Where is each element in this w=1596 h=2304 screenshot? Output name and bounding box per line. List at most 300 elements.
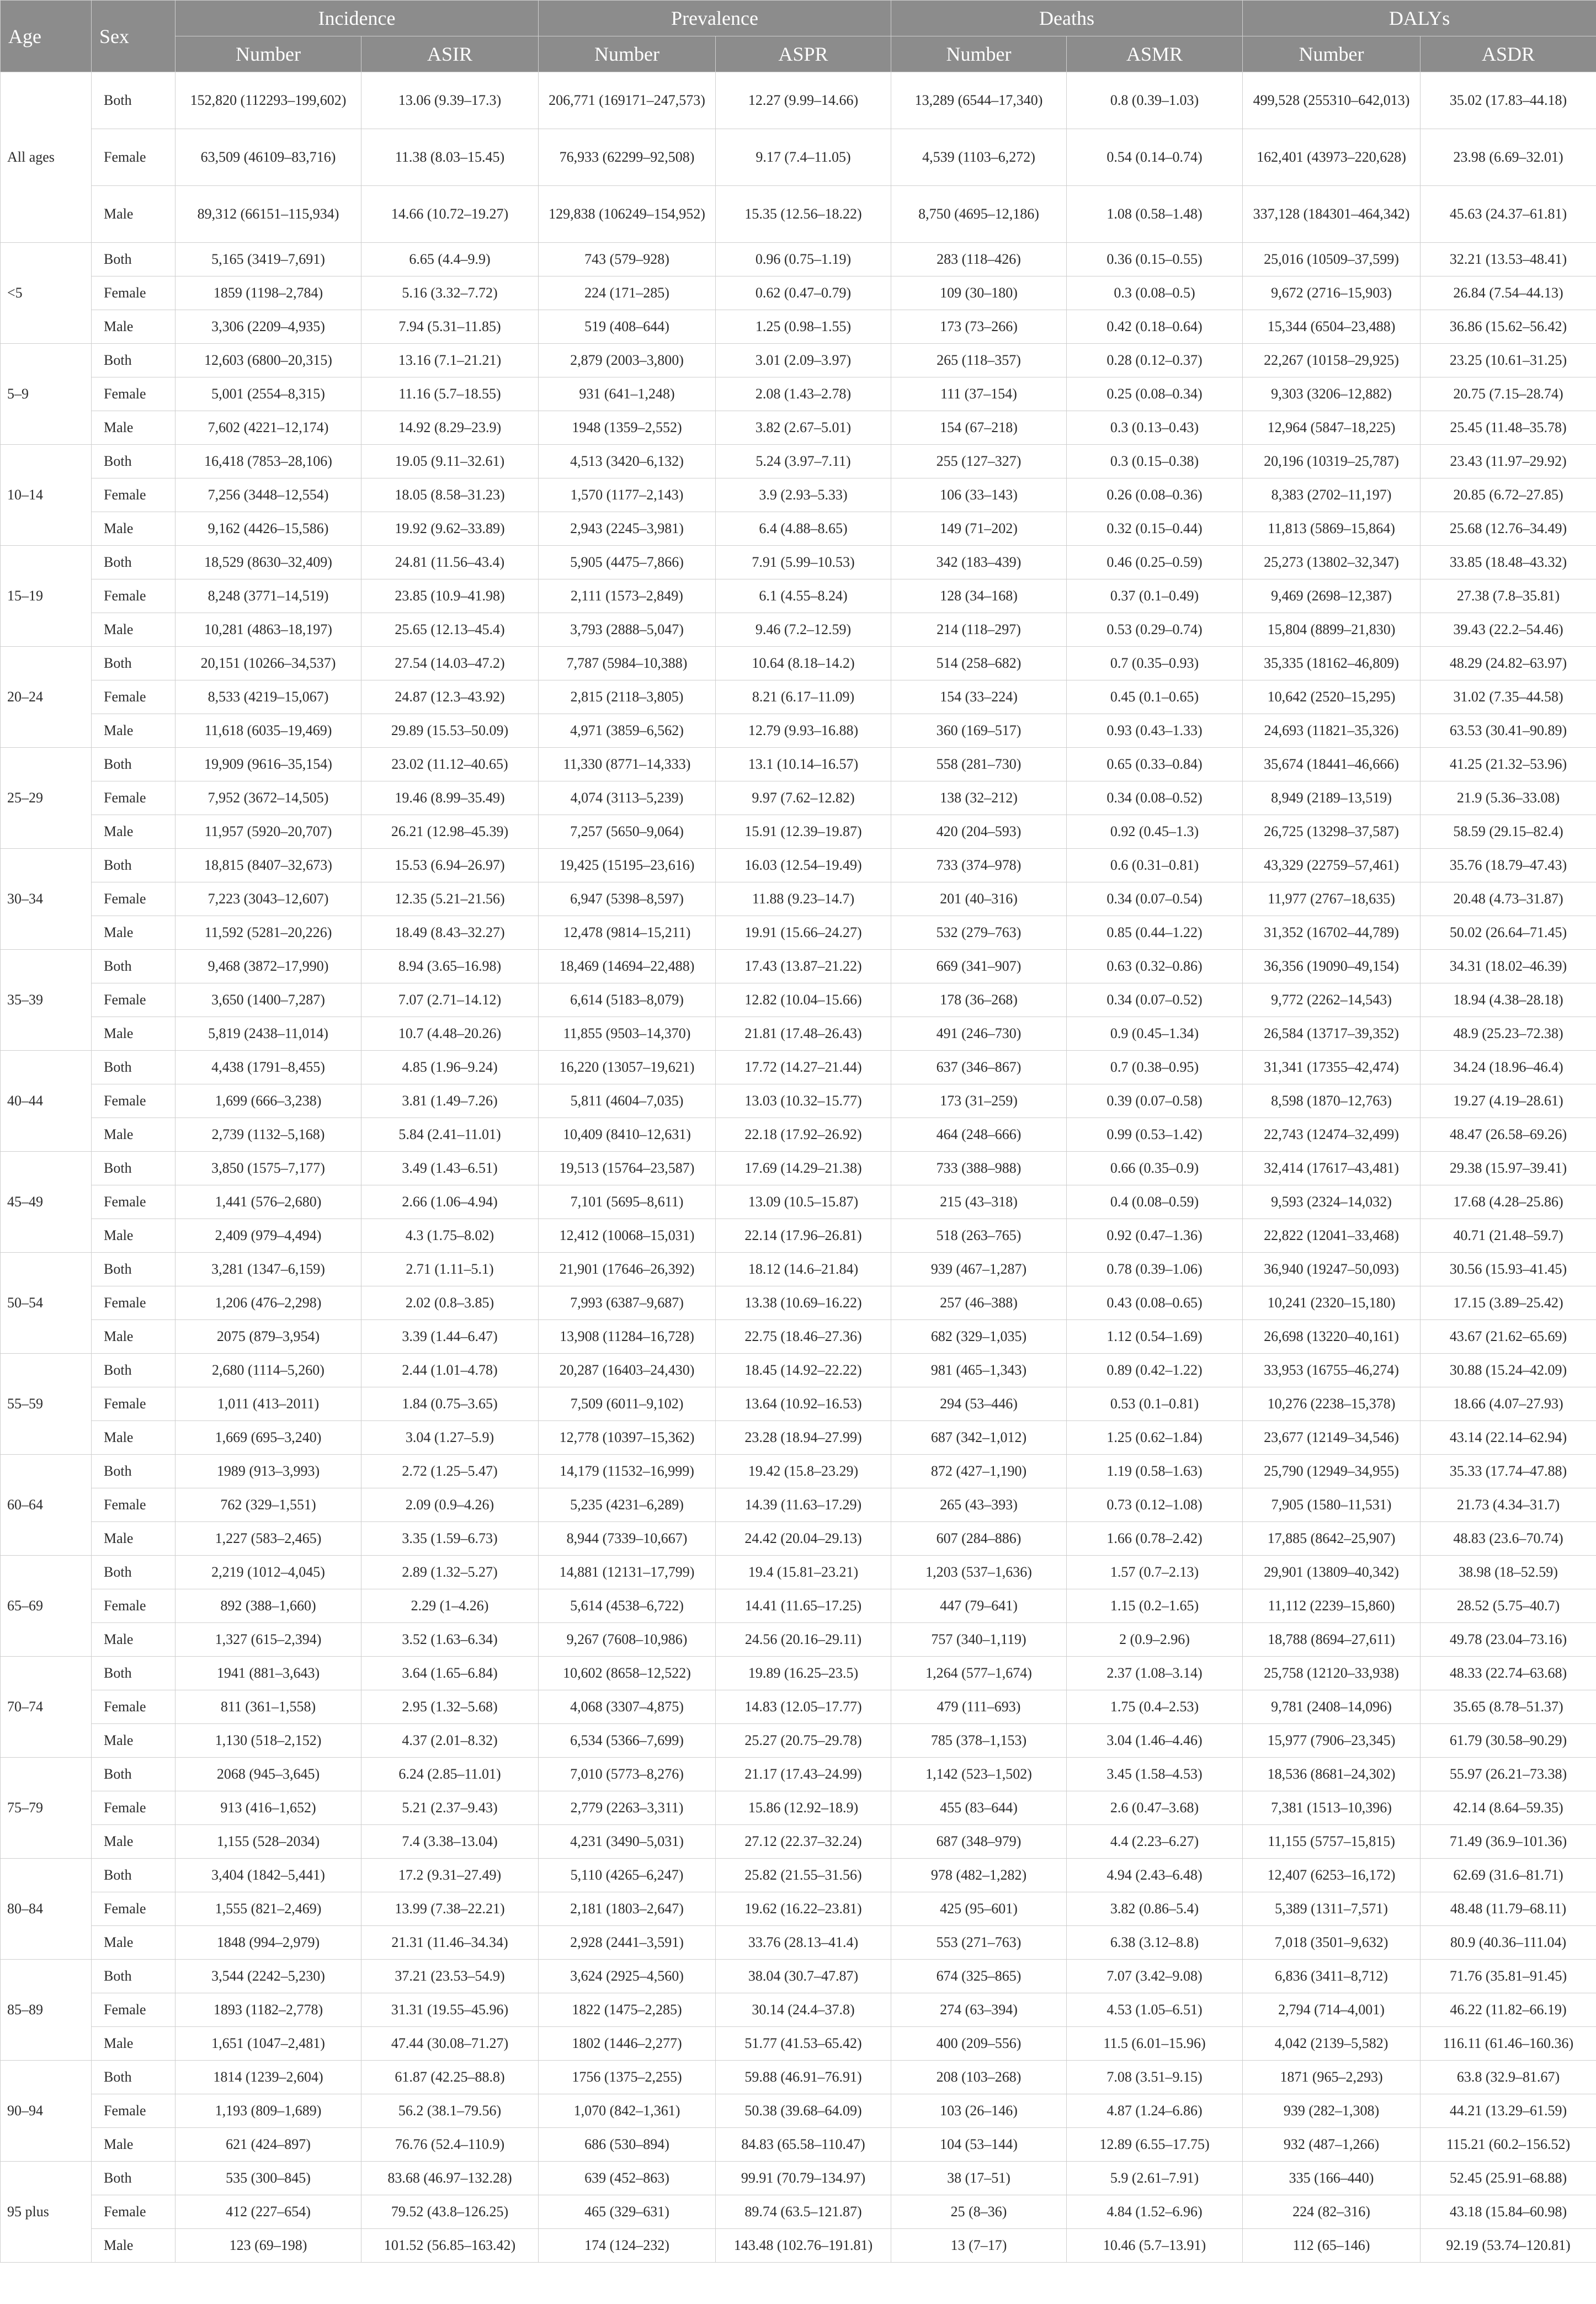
- value-cell: 20.85 (6.72–27.85): [1421, 478, 1596, 512]
- subheader-dalys-number: Number: [1243, 36, 1421, 72]
- value-cell: 1822 (1475–2,285): [539, 1993, 716, 2027]
- value-cell: 0.85 (0.44–1.22): [1067, 916, 1243, 950]
- table-row: [1, 1185, 1596, 1219]
- value-cell: 19.92 (9.62–33.89): [361, 512, 539, 546]
- value-cell: 0.3 (0.13–0.43): [1067, 411, 1243, 445]
- value-cell: 3.82 (2.67–5.01): [716, 411, 891, 445]
- sex-cell: Male: [92, 310, 175, 344]
- value-cell: 669 (341–907): [891, 950, 1067, 983]
- value-cell: 11,855 (9503–14,370): [539, 1017, 716, 1051]
- value-cell: 11.88 (9.23–14.7): [716, 882, 891, 916]
- table-row: [1, 1051, 1596, 1084]
- value-cell: 5,614 (4538–6,722): [539, 1589, 716, 1623]
- table-row: [1, 1320, 1596, 1354]
- table-row: [1, 916, 1596, 950]
- value-cell: 11,813 (5869–15,864): [1243, 512, 1421, 546]
- value-cell: 14.66 (10.72–19.27): [361, 186, 539, 243]
- value-cell: 3.82 (0.86–5.4): [1067, 1892, 1243, 1926]
- value-cell: 11,155 (5757–15,815): [1243, 1825, 1421, 1859]
- sex-cell: Female: [92, 983, 175, 1017]
- table-row: [1, 1556, 1596, 1589]
- value-cell: 733 (374–978): [891, 849, 1067, 882]
- value-cell: 499,528 (255310–642,013): [1243, 72, 1421, 129]
- sex-cell: Both: [92, 1556, 175, 1589]
- age-group-cell: 90–94: [1, 2061, 92, 2162]
- value-cell: 24.56 (20.16–29.11): [716, 1623, 891, 1657]
- value-cell: 8,944 (7339–10,667): [539, 1522, 716, 1556]
- value-cell: 25,758 (12120–33,938): [1243, 1657, 1421, 1690]
- value-cell: 10.64 (8.18–14.2): [716, 647, 891, 680]
- value-cell: 84.83 (65.58–110.47): [716, 2128, 891, 2162]
- value-cell: 25,273 (13802–32,347): [1243, 546, 1421, 579]
- sex-cell: Both: [92, 2162, 175, 2195]
- value-cell: 104 (53–144): [891, 2128, 1067, 2162]
- age-group-cell: 60–64: [1, 1455, 92, 1556]
- value-cell: 5.24 (3.97–7.11): [716, 445, 891, 478]
- value-cell: 7.94 (5.31–11.85): [361, 310, 539, 344]
- header-prevalence: Prevalence: [539, 1, 891, 36]
- value-cell: 9.97 (7.62–12.82): [716, 781, 891, 815]
- table-row: [1, 344, 1596, 377]
- value-cell: 34.31 (18.02–46.39): [1421, 950, 1596, 983]
- table-row: [1, 1387, 1596, 1421]
- sex-cell: Female: [92, 2195, 175, 2229]
- value-cell: 1802 (1446–2,277): [539, 2027, 716, 2061]
- value-cell: 5,110 (4265–6,247): [539, 1859, 716, 1892]
- value-cell: 80.9 (40.36–111.04): [1421, 1926, 1596, 1960]
- value-cell: 0.37 (0.1–0.49): [1067, 579, 1243, 613]
- value-cell: 123 (69–198): [175, 2229, 361, 2263]
- value-cell: 15.86 (12.92–18.9): [716, 1791, 891, 1825]
- value-cell: 50.38 (39.68–64.09): [716, 2094, 891, 2128]
- value-cell: 154 (67–218): [891, 411, 1067, 445]
- value-cell: 6.38 (3.12–8.8): [1067, 1926, 1243, 1960]
- sex-cell: Female: [92, 1791, 175, 1825]
- value-cell: 1,011 (413–2011): [175, 1387, 361, 1421]
- value-cell: 71.49 (36.9–101.36): [1421, 1825, 1596, 1859]
- table-row: [1, 1657, 1596, 1690]
- value-cell: 0.36 (0.15–0.55): [1067, 243, 1243, 276]
- sex-cell: Male: [92, 2128, 175, 2162]
- table-row: [1, 613, 1596, 647]
- value-cell: 8,598 (1870–12,763): [1243, 1084, 1421, 1118]
- header-deaths: Deaths: [891, 1, 1243, 36]
- table-row: [1, 1286, 1596, 1320]
- value-cell: 12,603 (6800–20,315): [175, 344, 361, 377]
- value-cell: 412 (227–654): [175, 2195, 361, 2229]
- value-cell: 2,943 (2245–3,981): [539, 512, 716, 546]
- value-cell: 0.78 (0.39–1.06): [1067, 1253, 1243, 1286]
- value-cell: 1,130 (518–2,152): [175, 1724, 361, 1758]
- value-cell: 532 (279–763): [891, 916, 1067, 950]
- value-cell: 1,155 (528–2034): [175, 1825, 361, 1859]
- value-cell: 265 (43–393): [891, 1488, 1067, 1522]
- value-cell: 2,779 (2263–3,311): [539, 1791, 716, 1825]
- table-row: [1, 781, 1596, 815]
- value-cell: 16.03 (12.54–19.49): [716, 849, 891, 882]
- value-cell: 9.17 (7.4–11.05): [716, 129, 891, 186]
- value-cell: 8,383 (2702–11,197): [1243, 478, 1421, 512]
- value-cell: 18,815 (8407–32,673): [175, 849, 361, 882]
- value-cell: 535 (300–845): [175, 2162, 361, 2195]
- value-cell: 15,804 (8899–21,830): [1243, 613, 1421, 647]
- value-cell: 3.81 (1.49–7.26): [361, 1084, 539, 1118]
- table-row: [1, 377, 1596, 411]
- value-cell: 6.1 (4.55–8.24): [716, 579, 891, 613]
- value-cell: 518 (263–765): [891, 1219, 1067, 1253]
- value-cell: 0.89 (0.42–1.22): [1067, 1354, 1243, 1387]
- value-cell: 0.46 (0.25–0.59): [1067, 546, 1243, 579]
- value-cell: 152,820 (112293–199,602): [175, 72, 361, 129]
- value-cell: 4.37 (2.01–8.32): [361, 1724, 539, 1758]
- value-cell: 15.53 (6.94–26.97): [361, 849, 539, 882]
- value-cell: 51.77 (41.53–65.42): [716, 2027, 891, 2061]
- value-cell: 757 (340–1,119): [891, 1623, 1067, 1657]
- value-cell: 128 (34–168): [891, 579, 1067, 613]
- value-cell: 4.87 (1.24–6.86): [1067, 2094, 1243, 2128]
- value-cell: 215 (43–318): [891, 1185, 1067, 1219]
- value-cell: 56.2 (38.1–79.56): [361, 2094, 539, 2128]
- value-cell: 143.48 (102.76–191.81): [716, 2229, 891, 2263]
- value-cell: 24,693 (11821–35,326): [1243, 714, 1421, 748]
- value-cell: 6.65 (4.4–9.9): [361, 243, 539, 276]
- value-cell: 811 (361–1,558): [175, 1690, 361, 1724]
- sex-cell: Female: [92, 1387, 175, 1421]
- value-cell: 0.73 (0.12–1.08): [1067, 1488, 1243, 1522]
- age-group-cell: 65–69: [1, 1556, 92, 1657]
- value-cell: 19,513 (15764–23,587): [539, 1152, 716, 1185]
- value-cell: 38 (17–51): [891, 2162, 1067, 2195]
- table-row: [1, 1421, 1596, 1455]
- value-cell: 360 (169–517): [891, 714, 1067, 748]
- table-row: [1, 411, 1596, 445]
- value-cell: 2.09 (0.9–4.26): [361, 1488, 539, 1522]
- sex-cell: Male: [92, 1320, 175, 1354]
- header-sex: Sex: [92, 1, 175, 72]
- value-cell: 762 (329–1,551): [175, 1488, 361, 1522]
- value-cell: 400 (209–556): [891, 2027, 1067, 2061]
- value-cell: 2,739 (1132–5,168): [175, 1118, 361, 1152]
- value-cell: 21.73 (4.34–31.7): [1421, 1488, 1596, 1522]
- value-cell: 274 (63–394): [891, 1993, 1067, 2027]
- value-cell: 2,219 (1012–4,045): [175, 1556, 361, 1589]
- header-age: Age: [1, 1, 92, 72]
- sex-cell: Female: [92, 1993, 175, 2027]
- sex-cell: Male: [92, 1522, 175, 1556]
- value-cell: 106 (33–143): [891, 478, 1067, 512]
- table-row: [1, 72, 1596, 129]
- value-cell: 2 (0.9–2.96): [1067, 1623, 1243, 1657]
- sex-cell: Both: [92, 950, 175, 983]
- value-cell: 224 (171–285): [539, 276, 716, 310]
- value-cell: 48.83 (23.6–70.74): [1421, 1522, 1596, 1556]
- value-cell: 17.68 (4.28–25.86): [1421, 1185, 1596, 1219]
- value-cell: 23.85 (10.9–41.98): [361, 579, 539, 613]
- value-cell: 25.68 (12.76–34.49): [1421, 512, 1596, 546]
- value-cell: 19.4 (15.81–23.21): [716, 1556, 891, 1589]
- table-row: [1, 1152, 1596, 1185]
- table-row: [1, 1219, 1596, 1253]
- value-cell: 36,940 (19247–50,093): [1243, 1253, 1421, 1286]
- value-cell: 8.21 (6.17–11.09): [716, 680, 891, 714]
- header-incidence: Incidence: [175, 1, 539, 36]
- value-cell: 116.11 (61.46–160.36): [1421, 2027, 1596, 2061]
- subheader-asdr: ASDR: [1421, 36, 1596, 72]
- value-cell: 1.12 (0.54–1.69): [1067, 1320, 1243, 1354]
- sex-cell: Female: [92, 129, 175, 186]
- value-cell: 17.43 (13.87–21.22): [716, 950, 891, 983]
- value-cell: 7.91 (5.99–10.53): [716, 546, 891, 579]
- value-cell: 0.92 (0.47–1.36): [1067, 1219, 1243, 1253]
- value-cell: 92.19 (53.74–120.81): [1421, 2229, 1596, 2263]
- age-group-cell: 30–34: [1, 849, 92, 950]
- value-cell: 0.8 (0.39–1.03): [1067, 72, 1243, 129]
- value-cell: 62.69 (31.6–81.71): [1421, 1859, 1596, 1892]
- age-group-cell: All ages: [1, 72, 92, 243]
- value-cell: 16,418 (7853–28,106): [175, 445, 361, 478]
- value-cell: 479 (111–693): [891, 1690, 1067, 1724]
- value-cell: 138 (32–212): [891, 781, 1067, 815]
- value-cell: 15.35 (12.56–18.22): [716, 186, 891, 243]
- table-row: [1, 2229, 1596, 2263]
- value-cell: 686 (530–894): [539, 2128, 716, 2162]
- value-cell: 13,908 (11284–16,728): [539, 1320, 716, 1354]
- value-cell: 4,539 (1103–6,272): [891, 129, 1067, 186]
- value-cell: 1948 (1359–2,552): [539, 411, 716, 445]
- value-cell: 5.84 (2.41–11.01): [361, 1118, 539, 1152]
- value-cell: 0.9 (0.45–1.34): [1067, 1017, 1243, 1051]
- value-cell: 63.53 (30.41–90.89): [1421, 714, 1596, 748]
- value-cell: 621 (424–897): [175, 2128, 361, 2162]
- value-cell: 12,407 (6253–16,172): [1243, 1859, 1421, 1892]
- value-cell: 420 (204–593): [891, 815, 1067, 849]
- table-row: [1, 186, 1596, 243]
- value-cell: 0.7 (0.35–0.93): [1067, 647, 1243, 680]
- value-cell: 25 (8–36): [891, 2195, 1067, 2229]
- value-cell: 2,794 (714–4,001): [1243, 1993, 1421, 2027]
- value-cell: 4,231 (3490–5,031): [539, 1825, 716, 1859]
- value-cell: 939 (467–1,287): [891, 1253, 1067, 1286]
- value-cell: 5.21 (2.37–9.43): [361, 1791, 539, 1825]
- table-row: [1, 1926, 1596, 1960]
- value-cell: 9,468 (3872–17,990): [175, 950, 361, 983]
- value-cell: 425 (95–601): [891, 1892, 1067, 1926]
- value-cell: 2.95 (1.32–5.68): [361, 1690, 539, 1724]
- table-row: [1, 950, 1596, 983]
- value-cell: 4,438 (1791–8,455): [175, 1051, 361, 1084]
- value-cell: 1,699 (666–3,238): [175, 1084, 361, 1118]
- value-cell: 76,933 (62299–92,508): [539, 129, 716, 186]
- value-cell: 939 (282–1,308): [1243, 2094, 1421, 2128]
- value-cell: 3.01 (2.09–3.97): [716, 344, 891, 377]
- value-cell: 639 (452–863): [539, 2162, 716, 2195]
- value-cell: 978 (482–1,282): [891, 1859, 1067, 1892]
- value-cell: 1,441 (576–2,680): [175, 1185, 361, 1219]
- value-cell: 3,544 (2242–5,230): [175, 1960, 361, 1993]
- sex-cell: Female: [92, 276, 175, 310]
- sex-cell: Male: [92, 916, 175, 950]
- value-cell: 99.91 (70.79–134.97): [716, 2162, 891, 2195]
- value-cell: 48.47 (26.58–69.26): [1421, 1118, 1596, 1152]
- value-cell: 0.66 (0.35–0.9): [1067, 1152, 1243, 1185]
- value-cell: 109 (30–180): [891, 276, 1067, 310]
- value-cell: 22.14 (17.96–26.81): [716, 1219, 891, 1253]
- value-cell: 687 (342–1,012): [891, 1421, 1067, 1455]
- value-cell: 1.57 (0.7–2.13): [1067, 1556, 1243, 1589]
- value-cell: 464 (248–666): [891, 1118, 1067, 1152]
- sex-cell: Both: [92, 1758, 175, 1791]
- value-cell: 9,267 (7608–10,986): [539, 1623, 716, 1657]
- value-cell: 10,409 (8410–12,631): [539, 1118, 716, 1152]
- sex-cell: Male: [92, 815, 175, 849]
- sex-cell: Female: [92, 1084, 175, 1118]
- value-cell: 0.34 (0.08–0.52): [1067, 781, 1243, 815]
- value-cell: 20,196 (10319–25,787): [1243, 445, 1421, 478]
- value-cell: 35,335 (18162–46,809): [1243, 647, 1421, 680]
- subheader-incidence-number: Number: [175, 36, 361, 72]
- value-cell: 19,425 (15195–23,616): [539, 849, 716, 882]
- sex-cell: Male: [92, 613, 175, 647]
- value-cell: 1,651 (1047–2,481): [175, 2027, 361, 2061]
- table-row: [1, 2027, 1596, 2061]
- value-cell: 9,772 (2262–14,543): [1243, 983, 1421, 1017]
- value-cell: 26.21 (12.98–45.39): [361, 815, 539, 849]
- subheader-deaths-number: Number: [891, 36, 1067, 72]
- table-row: [1, 1354, 1596, 1387]
- value-cell: 48.33 (22.74–63.68): [1421, 1657, 1596, 1690]
- value-cell: 32.21 (13.53–48.41): [1421, 243, 1596, 276]
- value-cell: 3.45 (1.58–4.53): [1067, 1758, 1243, 1791]
- age-group-cell: <5: [1, 243, 92, 344]
- sex-cell: Both: [92, 1354, 175, 1387]
- value-cell: 30.88 (15.24–42.09): [1421, 1354, 1596, 1387]
- value-cell: 29,901 (13809–40,342): [1243, 1556, 1421, 1589]
- subheader-asmr: ASMR: [1067, 36, 1243, 72]
- value-cell: 1,227 (583–2,465): [175, 1522, 361, 1556]
- value-cell: 3.04 (1.46–4.46): [1067, 1724, 1243, 1758]
- value-cell: 26,725 (13298–37,587): [1243, 815, 1421, 849]
- value-cell: 22,822 (12041–33,468): [1243, 1219, 1421, 1253]
- value-cell: 17.2 (9.31–27.49): [361, 1859, 539, 1892]
- value-cell: 7,509 (6011–9,102): [539, 1387, 716, 1421]
- value-cell: 42.14 (8.64–59.35): [1421, 1791, 1596, 1825]
- value-cell: 3.64 (1.65–6.84): [361, 1657, 539, 1690]
- age-group-cell: 40–44: [1, 1051, 92, 1152]
- table-row: [1, 1960, 1596, 1993]
- value-cell: 19.42 (15.8–23.29): [716, 1455, 891, 1488]
- sex-cell: Female: [92, 1589, 175, 1623]
- value-cell: 5,819 (2438–11,014): [175, 1017, 361, 1051]
- value-cell: 455 (83–644): [891, 1791, 1067, 1825]
- value-cell: 7,905 (1580–11,531): [1243, 1488, 1421, 1522]
- value-cell: 24.42 (20.04–29.13): [716, 1522, 891, 1556]
- age-group-cell: 35–39: [1, 950, 92, 1051]
- value-cell: 18,788 (8694–27,611): [1243, 1623, 1421, 1657]
- value-cell: 19.89 (16.25–23.5): [716, 1657, 891, 1690]
- value-cell: 61.79 (30.58–90.29): [1421, 1724, 1596, 1758]
- value-cell: 22,743 (12474–32,499): [1243, 1118, 1421, 1152]
- value-cell: 48.29 (24.82–63.97): [1421, 647, 1596, 680]
- value-cell: 9.46 (7.2–12.59): [716, 613, 891, 647]
- value-cell: 19,909 (9616–35,154): [175, 748, 361, 781]
- value-cell: 10,642 (2520–15,295): [1243, 680, 1421, 714]
- sex-cell: Female: [92, 781, 175, 815]
- value-cell: 1989 (913–3,993): [175, 1455, 361, 1488]
- value-cell: 14,179 (11532–16,999): [539, 1455, 716, 1488]
- value-cell: 3.9 (2.93–5.33): [716, 478, 891, 512]
- sex-cell: Both: [92, 1152, 175, 1185]
- value-cell: 1.25 (0.98–1.55): [716, 310, 891, 344]
- value-cell: 23.25 (10.61–31.25): [1421, 344, 1596, 377]
- sex-cell: Female: [92, 2094, 175, 2128]
- value-cell: 178 (36–268): [891, 983, 1067, 1017]
- value-cell: 7,952 (3672–14,505): [175, 781, 361, 815]
- value-cell: 37.21 (23.53–54.9): [361, 1960, 539, 1993]
- value-cell: 47.44 (30.08–71.27): [361, 2027, 539, 2061]
- age-group-cell: 80–84: [1, 1859, 92, 1960]
- value-cell: 981 (465–1,343): [891, 1354, 1067, 1387]
- value-cell: 6,836 (3411–8,712): [1243, 1960, 1421, 1993]
- table-row: [1, 445, 1596, 478]
- value-cell: 637 (346–867): [891, 1051, 1067, 1084]
- value-cell: 49.78 (23.04–73.16): [1421, 1623, 1596, 1657]
- value-cell: 214 (118–297): [891, 613, 1067, 647]
- value-cell: 112 (65–146): [1243, 2229, 1421, 2263]
- age-group-cell: 20–24: [1, 647, 92, 748]
- value-cell: 20.75 (7.15–28.74): [1421, 377, 1596, 411]
- value-cell: 63.8 (32.9–81.67): [1421, 2061, 1596, 2094]
- value-cell: 18,536 (8681–24,302): [1243, 1758, 1421, 1791]
- table-row: [1, 1455, 1596, 1488]
- value-cell: 18.66 (4.07–27.93): [1421, 1387, 1596, 1421]
- value-cell: 892 (388–1,660): [175, 1589, 361, 1623]
- subheader-asir: ASIR: [361, 36, 539, 72]
- value-cell: 294 (53–446): [891, 1387, 1067, 1421]
- table-row: [1, 129, 1596, 186]
- value-cell: 3,306 (2209–4,935): [175, 310, 361, 344]
- value-cell: 2.66 (1.06–4.94): [361, 1185, 539, 1219]
- value-cell: 12.79 (9.93–16.88): [716, 714, 891, 748]
- value-cell: 0.7 (0.38–0.95): [1067, 1051, 1243, 1084]
- value-cell: 1859 (1198–2,784): [175, 276, 361, 310]
- age-group-cell: 50–54: [1, 1253, 92, 1354]
- value-cell: 33,953 (16755–46,274): [1243, 1354, 1421, 1387]
- sex-cell: Male: [92, 1623, 175, 1657]
- value-cell: 12.35 (5.21–21.56): [361, 882, 539, 916]
- value-cell: 149 (71–202): [891, 512, 1067, 546]
- value-cell: 2,815 (2118–3,805): [539, 680, 716, 714]
- value-cell: 743 (579–928): [539, 243, 716, 276]
- value-cell: 2075 (879–3,954): [175, 1320, 361, 1354]
- value-cell: 20,287 (16403–24,430): [539, 1354, 716, 1387]
- value-cell: 27.54 (14.03–47.2): [361, 647, 539, 680]
- sex-cell: Both: [92, 1253, 175, 1286]
- value-cell: 3,404 (1842–5,441): [175, 1859, 361, 1892]
- value-cell: 0.99 (0.53–1.42): [1067, 1118, 1243, 1152]
- value-cell: 2.71 (1.11–5.1): [361, 1253, 539, 1286]
- value-cell: 0.3 (0.15–0.38): [1067, 445, 1243, 478]
- value-cell: 337,128 (184301–464,342): [1243, 186, 1421, 243]
- value-cell: 465 (329–631): [539, 2195, 716, 2229]
- value-cell: 43.14 (22.14–62.94): [1421, 1421, 1596, 1455]
- value-cell: 89.74 (63.5–121.87): [716, 2195, 891, 2229]
- value-cell: 13.1 (10.14–16.57): [716, 748, 891, 781]
- table-row: [1, 849, 1596, 882]
- sex-cell: Female: [92, 1286, 175, 1320]
- value-cell: 4,971 (3859–6,562): [539, 714, 716, 748]
- value-cell: 0.34 (0.07–0.52): [1067, 983, 1243, 1017]
- value-cell: 31.31 (19.55–45.96): [361, 1993, 539, 2027]
